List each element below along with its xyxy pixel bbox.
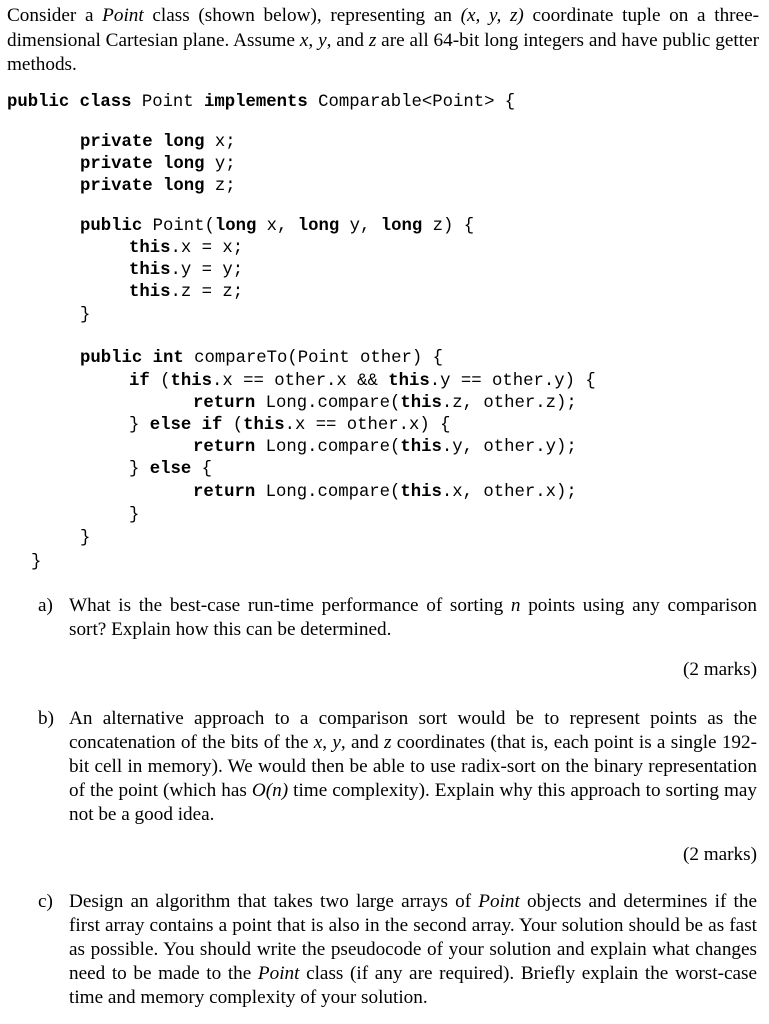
code-line-return-x: return Long.compare(this.x, other.x); — [193, 483, 577, 502]
question-a-text: What is the best-case run-time performance of sorting n points using any comparison sort? Explain how this can be determined. — [69, 595, 757, 640]
question-c-letter: c) — [38, 891, 53, 912]
intro-var-z: z — [368, 29, 377, 51]
question-b-marks: (2 marks) — [682, 844, 757, 865]
code-line-constructor: public Point(long x, long y, long z) { — [80, 217, 475, 236]
question-a-letter: a) — [38, 595, 53, 616]
code-line-else-if: } else if (this.x == other.x) { — [129, 416, 451, 435]
intro-text: coordinate tuple on a three-dimensional Cartesian plane. Assume — [7, 5, 759, 51]
var-n: n — [510, 595, 521, 616]
intro-text: , — [308, 29, 319, 51]
code-line-field-z: private long z; — [80, 177, 236, 196]
intro-tuple: (x, y, z) — [460, 5, 524, 26]
var-z: z — [383, 732, 392, 753]
code-line-assign-y: this.y = y; — [129, 261, 244, 280]
question-a-marks: (2 marks) — [682, 659, 757, 680]
code-line-class-decl: public class Point implements Comparable<Point> { — [7, 93, 516, 112]
code-line-return-z: return Long.compare(this.z, other.z); — [193, 394, 577, 413]
question-c-text: Design an algorithm that takes two large arrays of Point objects and determines if the first array contains a point that is also in the second array. Your solution should be as fast as possible. You should write the pseudocode of your solution and explain what changes need to be made to the Point class (if any are required). Briefly explain the worst-case time and memory complexity of your solution. — [69, 891, 757, 1008]
class-name-point: Point — [257, 963, 300, 984]
class-name-point: Point — [478, 891, 520, 912]
var-x: x — [313, 732, 323, 753]
question-b-letter: b) — [38, 708, 54, 729]
intro-var-x: x — [299, 29, 309, 51]
big-o-n: O(n) — [251, 780, 289, 801]
intro-class-name: Point — [102, 5, 144, 26]
intro-paragraph — [7, 4, 759, 78]
question-b-text: An alternative approach to a comparison sort would be to represent points as the concatenation of the bits of the x, y, and z coordinates (that is, each point is a single 192-bit cell in memory). We would then be able to use radix-sort on the binary representation of the point (which has O(n) time complexity). Explain why this approach to sorting may not be a good idea. — [69, 708, 758, 825]
code-line-field-x: private long x; — [80, 133, 236, 152]
code-line-return-y: return Long.compare(this.y, other.y); — [193, 438, 577, 457]
intro-text: Consider a — [7, 5, 103, 26]
code-line-close-else: } — [129, 506, 140, 525]
code-line-compareto: public int compareTo(Point other) { — [80, 349, 443, 368]
intro-text: class (shown below), representing an — [143, 5, 461, 26]
var-y: y — [332, 732, 341, 753]
code-line-assign-z: this.z = z; — [129, 283, 244, 302]
intro-text: are all 64-bit long integers and have public getter methods. — [7, 29, 759, 75]
code-line-assign-x: this.x = x; — [129, 239, 244, 258]
code-line-close-class: } — [31, 553, 42, 572]
code-line-else: } else { — [129, 460, 212, 479]
intro-text: , and — [326, 29, 369, 51]
code-line-field-y: private long y; — [80, 155, 236, 174]
intro-var-y: y — [318, 29, 327, 51]
code-line-close-method: } — [80, 529, 91, 548]
code-line-if: if (this.x == other.x && this.y == other.y) { — [129, 372, 596, 391]
code-line-close-constructor: } — [80, 306, 91, 325]
